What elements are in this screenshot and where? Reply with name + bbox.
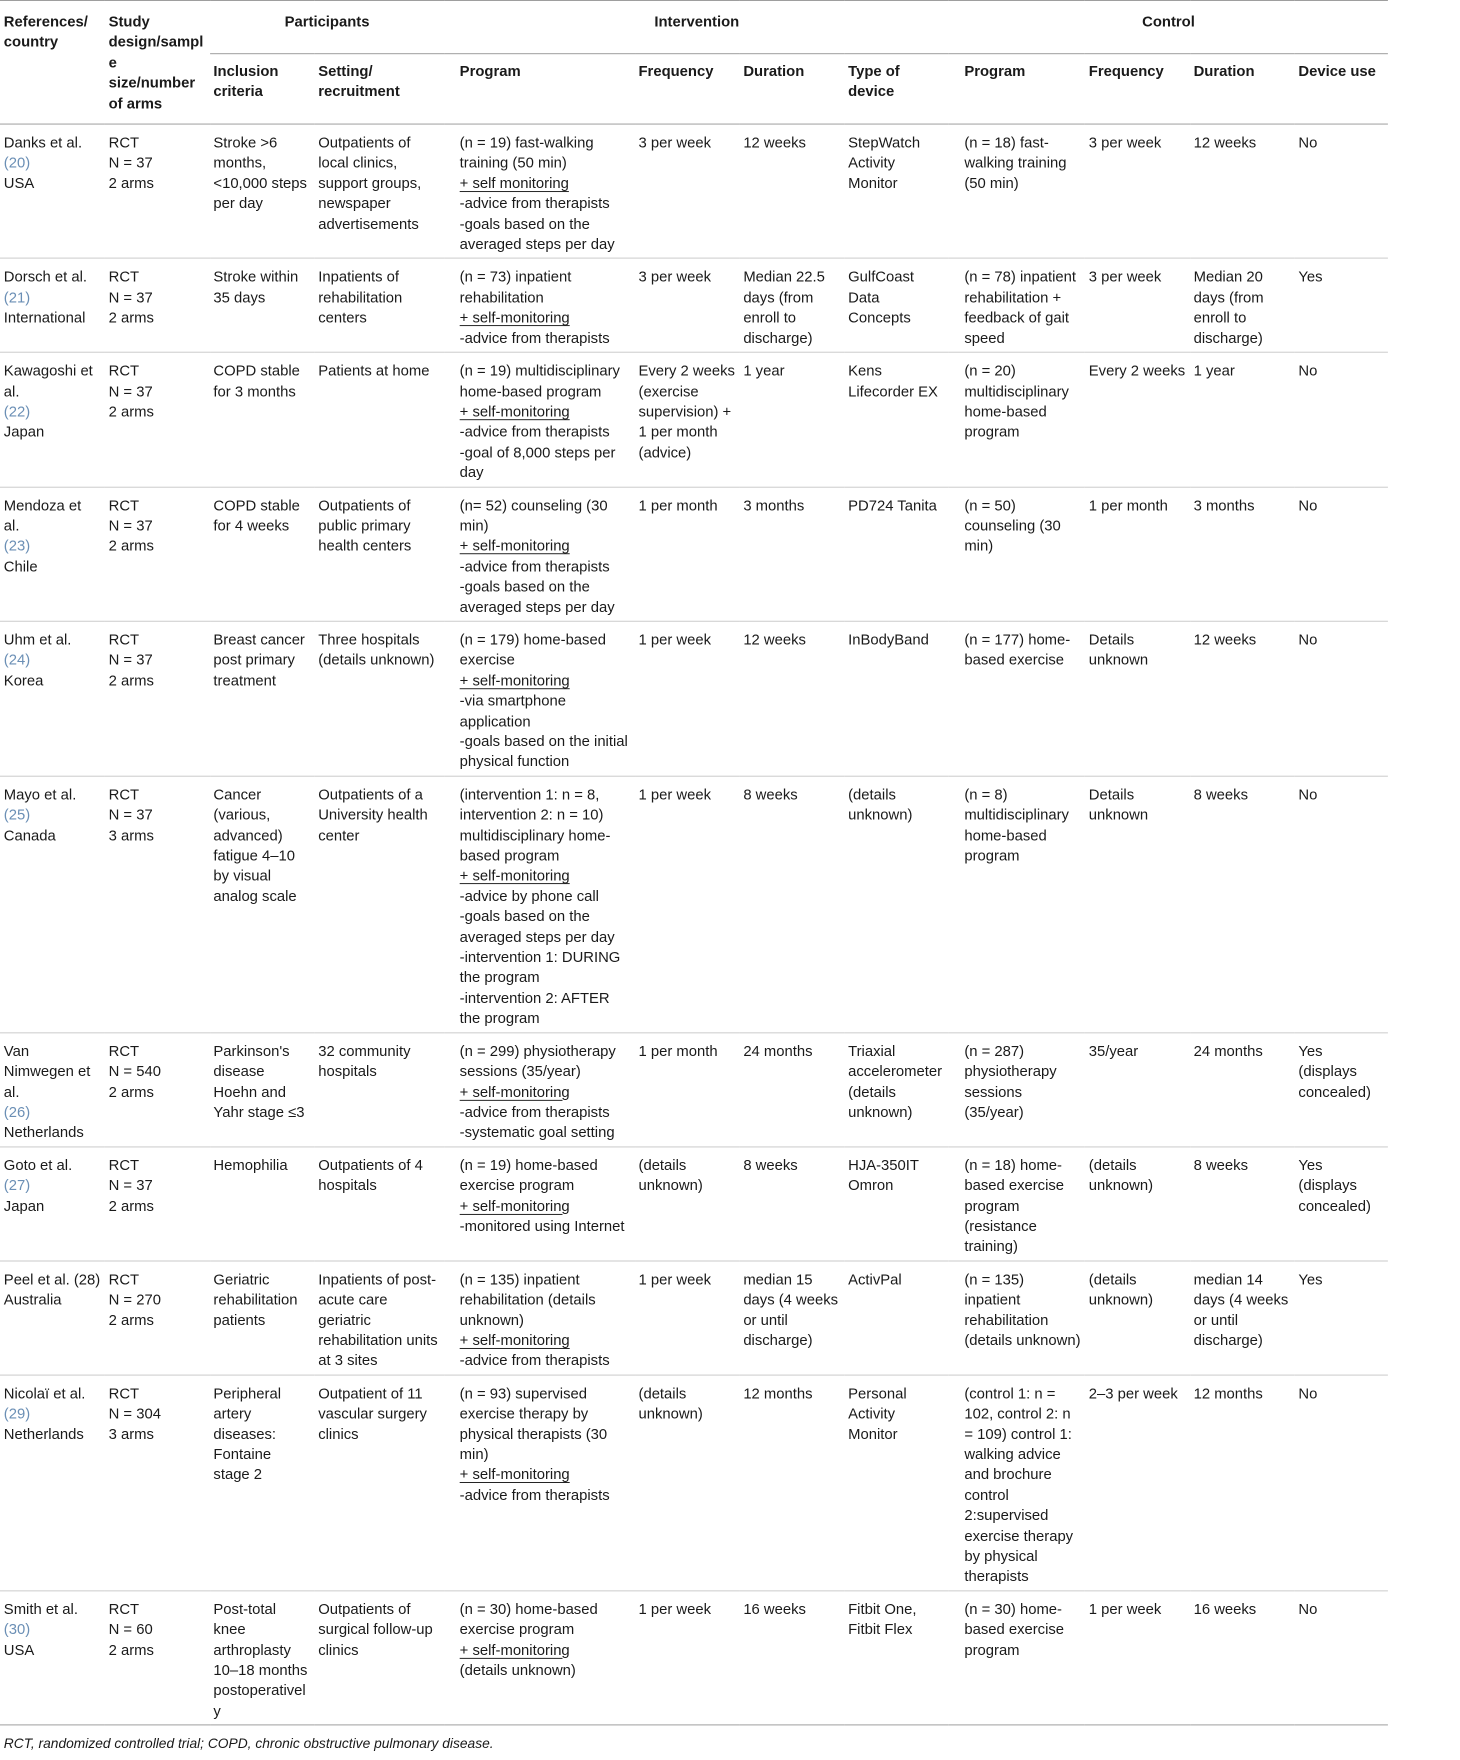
cell-setting: Patients at home (314, 352, 444, 486)
design-type: RCT (108, 1043, 140, 1060)
cell-control-duration: 24 months (1190, 1033, 1295, 1147)
header-group-control: Control (949, 0, 1388, 53)
table-header (0, 0, 1388, 124)
cell-control-duration: Median 20 days (from enroll to discharge) (1190, 259, 1295, 353)
cell-control-frequency: 1 per month (1085, 487, 1190, 621)
cell-control-program: (n = 18) fast-walking training (50 min) (949, 124, 1085, 258)
cell-control-duration: 8 weeks (1190, 776, 1295, 1033)
cell-device-use: Yes (1295, 259, 1388, 353)
cell-reference (0, 124, 105, 258)
header-study-design: Study design/sample size/number of arms (105, 0, 210, 124)
program-detail: -via smartphone application (459, 693, 566, 730)
design-arms: 2 arms (108, 310, 154, 327)
cell-setting: 32 community hospitals (314, 1033, 444, 1147)
program-detail: -goal of 8,000 steps per day (459, 444, 616, 482)
header-control-program: Program (949, 54, 1085, 124)
program-self-monitoring: + self-monitoring (459, 868, 570, 885)
table-row (0, 352, 1388, 486)
cell-control-frequency: Details unknown (1085, 621, 1190, 776)
program-detail: -advice from therapists (459, 1487, 610, 1504)
cell-control-program: (n = 78) inpatient rehabilitation + feedback of gait speed (949, 259, 1085, 353)
reference-authors: Danks et al. (3, 135, 83, 152)
header-group-intervention: Intervention (444, 0, 949, 53)
table-row (0, 259, 1388, 353)
table-row (0, 1375, 1388, 1591)
cell-intervention-program (444, 124, 634, 258)
cell-control-duration: median 14 days (4 weeks or until discharge) (1190, 1261, 1295, 1375)
cell-control-program: (control 1: n = 102, control 2: n = 109) control 1: walking advice and brochure control 2:supervised exercise therapy by physical therapists (949, 1375, 1085, 1591)
cell-frequency: 1 per week (635, 621, 740, 776)
cell-control-program: (n = 135) inpatient rehabilitation (details unknown) (949, 1261, 1085, 1375)
program-main: (n = 19) home-based exercise program (459, 1157, 598, 1195)
cell-setting: Outpatients of local clinics, support groups, newspaper advertisements (314, 124, 444, 258)
cell-inclusion-criteria: Geriatric rehabilitation patients (210, 1261, 315, 1375)
cell-inclusion-criteria: Cancer (various, advanced) fatigue 4–10 by visual analog scale (210, 776, 315, 1033)
table-row (0, 1261, 1388, 1375)
cell-intervention-program (444, 776, 634, 1033)
cell-intervention-program (444, 1591, 634, 1725)
design-type: RCT (108, 1385, 140, 1402)
cell-device-use: Yes (1295, 1261, 1388, 1375)
cell-device-use: No (1295, 1375, 1388, 1591)
reference-country: Canada (3, 827, 56, 844)
cell-reference (0, 487, 105, 621)
reference-country: Australia (3, 1292, 62, 1309)
reference-authors: Peel et al. (28) (3, 1271, 101, 1288)
reference-number-link: (29) (3, 1406, 31, 1423)
design-sample-size: N = 60 (108, 1622, 153, 1639)
reference-authors: Smith et al. (3, 1601, 78, 1618)
program-self-monitoring: + self-monitoring (459, 672, 570, 689)
reference-country: USA (3, 175, 35, 192)
program-self-monitoring: + self-monitoring (459, 310, 570, 327)
table-row (0, 1591, 1388, 1725)
cell-study-design (105, 776, 210, 1033)
cell-control-program: (n = 30) home-based exercise program (949, 1591, 1085, 1725)
cell-study-design (105, 1147, 210, 1261)
program-detail: -monitored using Internet (459, 1218, 625, 1235)
cell-control-duration: 3 months (1190, 487, 1295, 621)
cell-control-program: (n = 18) home-based exercise program (resistance training) (949, 1147, 1085, 1261)
cell-control-duration: 12 weeks (1190, 124, 1295, 258)
table-row (0, 776, 1388, 1033)
cell-control-program: (n = 287) physiotherapy sessions (35/year) (949, 1033, 1085, 1147)
cell-device-type: HJA-350IT Omron (844, 1147, 949, 1261)
cell-device-type: StepWatch Activity Monitor (844, 124, 949, 258)
header-inclusion: Inclusion criteria (210, 54, 315, 124)
reference-country: Japan (3, 424, 45, 441)
program-main: (n = 135) inpatient rehabilitation (details unknown) (459, 1271, 596, 1329)
design-type: RCT (108, 1157, 140, 1174)
cell-control-frequency: (details unknown) (1085, 1147, 1190, 1261)
program-self-monitoring: + self-monitoring (459, 1084, 570, 1101)
cell-study-design (105, 1261, 210, 1375)
cell-setting: Outpatients of 4 hospitals (314, 1147, 444, 1261)
reference-country: Korea (3, 672, 44, 689)
cell-duration: 12 months (740, 1375, 845, 1591)
cell-inclusion-criteria: COPD stable for 4 weeks (210, 487, 315, 621)
design-type: RCT (108, 497, 140, 514)
cell-setting: Outpatients of public primary health centers (314, 487, 444, 621)
cell-control-duration: 1 year (1190, 352, 1295, 486)
design-arms: 2 arms (108, 1642, 154, 1659)
cell-device-use: No (1295, 352, 1388, 486)
cell-control-frequency: (details unknown) (1085, 1261, 1190, 1375)
program-self-monitoring: + self-monitoring (459, 538, 570, 555)
reference-authors: Uhm et al. (3, 632, 72, 649)
table-row (0, 621, 1388, 776)
program-main: (n = 73) inpatient rehabilitation (459, 269, 572, 306)
cell-frequency: 1 per week (635, 1261, 740, 1375)
cell-frequency: 1 per week (635, 776, 740, 1033)
design-sample-size: N = 37 (108, 155, 153, 172)
cell-duration: 1 year (740, 352, 845, 486)
design-sample-size: N = 270 (108, 1292, 161, 1309)
table-footnote: RCT, randomized controlled trial; COPD, chronic obstructive pulmonary disease. (3, 1737, 494, 1753)
cell-reference (0, 259, 105, 353)
cell-control-frequency: Every 2 weeks (1085, 352, 1190, 486)
design-arms: 2 arms (108, 538, 154, 555)
cell-frequency: (details unknown) (635, 1147, 740, 1261)
design-arms: 2 arms (108, 175, 154, 192)
program-detail: -goals based on the averaged steps per day (459, 579, 615, 616)
header-device-type: Type of device (844, 54, 949, 124)
cell-intervention-program (444, 621, 634, 776)
cell-device-type: GulfCoast Data Concepts (844, 259, 949, 353)
reference-authors: Mayo et al. (3, 786, 77, 804)
program-main: (n= 52) counseling (30 min) (459, 497, 608, 535)
cell-duration: Median 22.5 days (from enroll to discharge) (740, 259, 845, 353)
design-arms: 2 arms (108, 672, 154, 689)
design-sample-size: N = 540 (108, 1063, 161, 1080)
cell-control-program: (n = 177) home-based exercise (949, 621, 1085, 776)
cell-frequency: Every 2 weeks (exercise supervision) + 1 per month (advice) (635, 352, 740, 486)
reference-number-link: (22) (3, 403, 31, 421)
cell-reference (0, 352, 105, 486)
header-duration: Duration (740, 54, 845, 124)
header-setting: Setting/ recruitment (314, 54, 444, 124)
cell-control-duration: 12 weeks (1190, 621, 1295, 776)
header-control-duration: Duration (1190, 54, 1295, 124)
design-sample-size: N = 304 (108, 1406, 161, 1423)
reference-number-link: (25) (3, 807, 31, 824)
cell-intervention-program (444, 259, 634, 353)
cell-study-design (105, 487, 210, 621)
design-type: RCT (108, 1271, 140, 1288)
cell-device-type: Kens Lifecorder EX (844, 352, 949, 486)
program-detail: -advice by phone call (459, 888, 599, 905)
cell-control-program: (n = 20) multidisciplinary home-based program (949, 352, 1085, 486)
cell-frequency: 1 per month (635, 487, 740, 621)
cell-frequency: 3 per week (635, 124, 740, 258)
cell-device-type: ActivPal (844, 1261, 949, 1375)
cell-device-type: PD724 Tanita (844, 487, 949, 621)
program-main: (n = 30) home-based exercise program (459, 1601, 598, 1639)
cell-device-type: Fitbit One, Fitbit Flex (844, 1591, 949, 1725)
design-arms: 2 arms (108, 403, 154, 421)
program-detail: -goals based on the initial physical function (459, 733, 628, 771)
cell-study-design (105, 259, 210, 353)
cell-study-design (105, 1033, 210, 1147)
cell-reference (0, 1591, 105, 1725)
design-arms: 2 arms (108, 1198, 154, 1215)
reference-number-link: (26) (3, 1104, 31, 1121)
cell-setting: Inpatients of rehabilitation centers (314, 259, 444, 353)
header-references: References/ country (0, 0, 105, 124)
design-sample-size: N = 37 (108, 518, 153, 535)
cell-control-frequency: 1 per week (1085, 1591, 1190, 1725)
cell-duration: 16 weeks (740, 1591, 845, 1725)
cell-inclusion-criteria: Parkinson's disease Hoehn and Yahr stage ≤3 (210, 1033, 315, 1147)
reference-number-link: (27) (3, 1177, 31, 1195)
reference-country: International (3, 310, 86, 327)
cell-inclusion-criteria: Hemophilia (210, 1147, 315, 1261)
design-type: RCT (108, 786, 140, 804)
cell-control-frequency: 35/year (1085, 1033, 1190, 1147)
cell-study-design (105, 352, 210, 486)
program-main: (n = 179) home-based exercise (459, 632, 606, 669)
cell-duration: 3 months (740, 487, 845, 621)
cell-device-use: No (1295, 776, 1388, 1033)
program-detail: -advice from therapists (459, 330, 610, 347)
program-main: (intervention 1: n = 8, intervention 2: n = 10) multidisciplinary home-based program (459, 786, 611, 865)
program-self-monitoring: + self-monitoring (459, 1332, 570, 1349)
cell-inclusion-criteria: Stroke >6 months, <10,000 steps per day (210, 124, 315, 258)
header-control-frequency: Frequency (1085, 54, 1190, 124)
cell-duration: 8 weeks (740, 776, 845, 1033)
cell-device-use: No (1295, 1591, 1388, 1725)
cell-inclusion-criteria: Breast cancer post primary treatment (210, 621, 315, 776)
program-main: (n = 19) multidisciplinary home-based program (459, 363, 620, 400)
cell-device-use: No (1295, 124, 1388, 258)
table-body (0, 124, 1388, 1725)
program-main: (n = 93) supervised exercise therapy by physical therapists (30 min) (459, 1385, 608, 1464)
cell-control-frequency: Details unknown (1085, 776, 1190, 1033)
cell-frequency: 1 per month (635, 1033, 740, 1147)
reference-country: Japan (3, 1198, 45, 1215)
design-arms: 2 arms (108, 1084, 154, 1101)
design-sample-size: N = 37 (108, 1177, 153, 1195)
program-self-monitoring: + self-monitoring (459, 403, 570, 421)
design-sample-size: N = 37 (108, 383, 153, 400)
cell-control-frequency: 3 per week (1085, 259, 1190, 353)
reference-authors: Mendoza et al. (3, 497, 82, 535)
program-detail: -advice from therapists (459, 558, 610, 575)
cell-reference (0, 621, 105, 776)
program-self-monitoring: + self-monitoring (459, 1642, 570, 1659)
cell-intervention-program (444, 1033, 634, 1147)
design-sample-size: N = 37 (108, 289, 153, 306)
cell-frequency: 1 per week (635, 1591, 740, 1725)
cell-device-use: Yes (displays concealed) (1295, 1147, 1388, 1261)
reference-country: Chile (3, 558, 38, 575)
cell-device-type: Personal Activity Monitor (844, 1375, 949, 1591)
cell-frequency: 3 per week (635, 259, 740, 353)
cell-reference (0, 1147, 105, 1261)
program-detail: (details unknown) (459, 1662, 576, 1679)
cell-duration: 8 weeks (740, 1147, 845, 1261)
cell-device-type: Triaxial accelerometer (details unknown) (844, 1033, 949, 1147)
reference-number-link: (23) (3, 538, 31, 555)
cell-setting: Outpatients of a University health center (314, 776, 444, 1033)
cell-control-duration: 12 months (1190, 1375, 1295, 1591)
program-main: (n = 299) physiotherapy sessions (35/year) (459, 1043, 616, 1080)
design-type: RCT (108, 1601, 140, 1618)
cell-setting: Outpatients of surgical follow-up clinics (314, 1591, 444, 1725)
cell-device-type: InBodyBand (844, 621, 949, 776)
cell-inclusion-criteria: COPD stable for 3 months (210, 352, 315, 486)
cell-inclusion-criteria: Post-total knee arthroplasty 10–18 months postoperatively (210, 1591, 315, 1725)
cell-duration: 24 months (740, 1033, 845, 1147)
header-frequency: Frequency (635, 54, 740, 124)
cell-control-frequency: 2–3 per week (1085, 1375, 1190, 1591)
cell-study-design (105, 124, 210, 258)
reference-authors: Dorsch et al. (3, 269, 88, 286)
reference-number-link: (21) (3, 289, 31, 306)
design-arms: 3 arms (108, 1426, 154, 1443)
program-detail: -systematic goal setting (459, 1124, 615, 1142)
reference-number-link: (30) (3, 1622, 31, 1639)
cell-control-duration: 16 weeks (1190, 1591, 1295, 1725)
header-program: Program (444, 54, 634, 124)
cell-intervention-program (444, 1261, 634, 1375)
header-device-use: Device use (1295, 54, 1388, 124)
cell-setting: Three hospitals (details unknown) (314, 621, 444, 776)
program-detail: -goals based on the averaged steps per day (459, 216, 615, 253)
program-detail: -advice from therapists (459, 424, 610, 441)
cell-inclusion-criteria: Stroke within 35 days (210, 259, 315, 353)
reference-authors: Kawagoshi et al. (3, 363, 93, 400)
reference-country: Netherlands (3, 1426, 84, 1443)
cell-device-type: (details unknown) (844, 776, 949, 1033)
cell-intervention-program (444, 1147, 634, 1261)
cell-setting: Outpatient of 11 vascular surgery clinics (314, 1375, 444, 1591)
cell-intervention-program (444, 487, 634, 621)
program-detail: -advice from therapists (459, 196, 610, 213)
program-main: (n = 19) fast-walking training (50 min) (459, 135, 594, 172)
cell-intervention-program (444, 352, 634, 486)
reference-authors: Van Nimwegen et al. (3, 1043, 91, 1101)
cell-duration: 12 weeks (740, 621, 845, 776)
table-row (0, 487, 1388, 621)
cell-duration: 12 weeks (740, 124, 845, 258)
design-type: RCT (108, 632, 140, 649)
design-type: RCT (108, 135, 140, 152)
program-detail: -intervention 2: AFTER the program (459, 990, 610, 1027)
reference-authors: Nicolaï et al. (3, 1385, 86, 1402)
design-sample-size: N = 37 (108, 807, 153, 824)
reference-number-link: (24) (3, 652, 31, 669)
cell-reference (0, 776, 105, 1033)
cell-study-design (105, 1375, 210, 1591)
cell-duration: median 15 days (4 weeks or until discharge) (740, 1261, 845, 1375)
cell-control-frequency: 3 per week (1085, 124, 1190, 258)
cell-setting: Inpatients of post-acute care geriatric rehabilitation units at 3 sites (314, 1261, 444, 1375)
cell-study-design (105, 1591, 210, 1725)
cell-reference (0, 1375, 105, 1591)
cell-frequency: (details unknown) (635, 1375, 740, 1591)
cell-device-use: No (1295, 621, 1388, 776)
cell-reference (0, 1261, 105, 1375)
program-self-monitoring: + self monitoring (459, 175, 569, 192)
cell-control-duration: 8 weeks (1190, 1147, 1295, 1261)
reference-country: Netherlands (3, 1124, 84, 1142)
design-type: RCT (108, 363, 140, 380)
reference-number-link: (20) (3, 155, 31, 172)
program-self-monitoring: + self-monitoring (459, 1467, 570, 1484)
cell-intervention-program (444, 1375, 634, 1591)
cell-control-program: (n = 50) counseling (30 min) (949, 487, 1085, 621)
table-row (0, 1147, 1388, 1261)
program-detail: -intervention 1: DURING the program (459, 949, 621, 987)
design-arms: 3 arms (108, 827, 154, 844)
cell-inclusion-criteria: Peripheral artery diseases: Fontaine stage 2 (210, 1375, 315, 1591)
cell-control-program: (n = 8) multidisciplinary home-based program (949, 776, 1085, 1033)
design-type: RCT (108, 269, 140, 286)
program-detail: -advice from therapists (459, 1104, 610, 1121)
cell-study-design (105, 621, 210, 776)
design-arms: 2 arms (108, 1312, 154, 1329)
cell-device-use: Yes (displays concealed) (1295, 1033, 1388, 1147)
table-row (0, 1033, 1388, 1147)
cell-reference (0, 1033, 105, 1147)
header-group-participants: Participants (210, 0, 445, 53)
cell-device-use: No (1295, 487, 1388, 621)
program-detail: -goals based on the averaged steps per day (459, 909, 615, 946)
reference-authors: Goto et al. (3, 1157, 73, 1174)
reference-country: USA (3, 1642, 35, 1659)
table-row (0, 124, 1388, 258)
program-self-monitoring: + self-monitoring (459, 1198, 570, 1215)
program-detail: -advice from therapists (459, 1353, 610, 1370)
design-sample-size: N = 37 (108, 652, 153, 669)
